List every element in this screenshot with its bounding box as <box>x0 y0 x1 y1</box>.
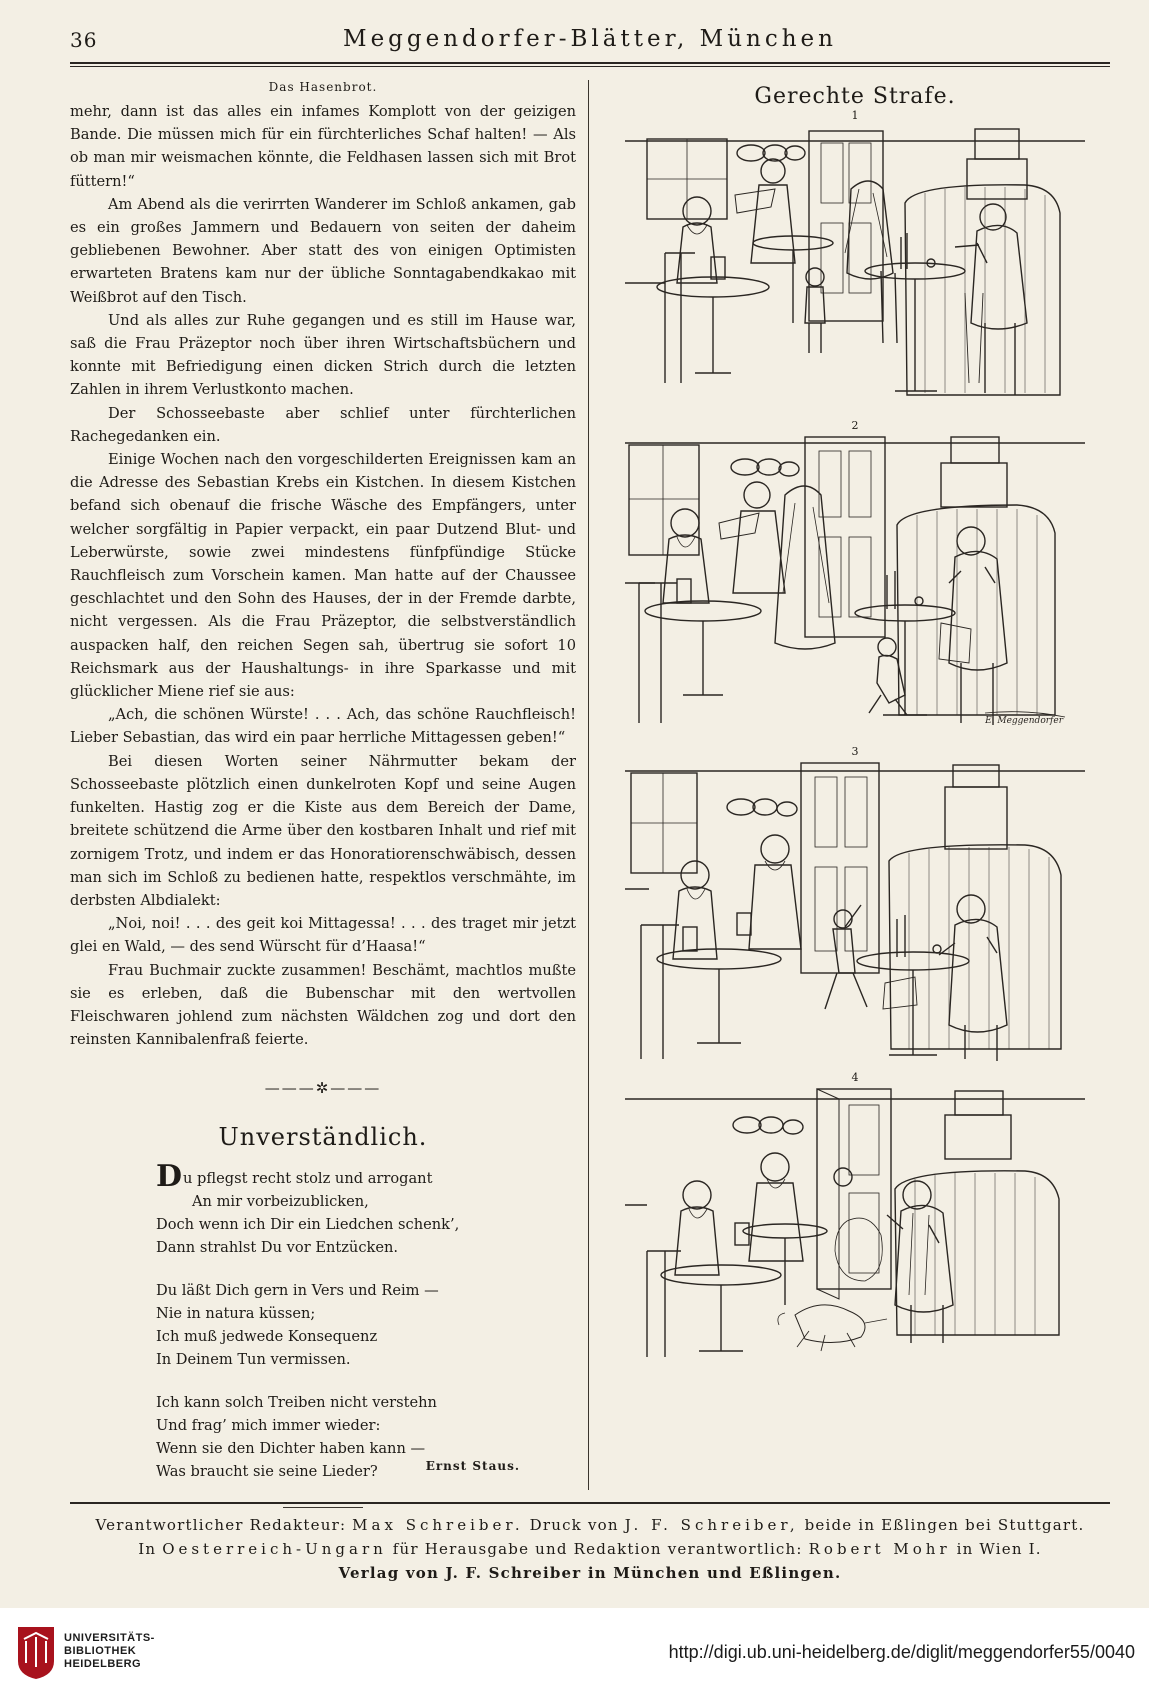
poem-verse: Was braucht sie seine Lieder? <box>156 1463 378 1481</box>
imprint-line-1: Verantwortlicher Redakteur: Max Schreiber. Druck von J. F. Schreiber, beide in Eßlingen bei Stuttgart. <box>95 1516 1085 1534</box>
comic-panel-3 <box>625 759 1085 1071</box>
running-title: Das Hasenbrot. <box>268 80 378 94</box>
university-library-logo-icon <box>16 1625 56 1681</box>
poem-verse: Doch wenn ich Dir ein Liedchen schenk’, <box>156 1216 460 1234</box>
panel-number: 1 <box>851 109 859 122</box>
poem-author: Ernst Staus. <box>425 1459 520 1474</box>
column-divider <box>588 80 589 1490</box>
header-rule <box>70 62 1110 67</box>
footer-rule <box>70 1502 1110 1504</box>
article-paragraph: „Ach, die schönen Würste! . . . Ach, das schöne Rauchfleisch! Lieber Sebastian, das wird ein paar herrliche Mittagessen geben!“ <box>70 706 576 747</box>
left-column <box>70 80 576 1508</box>
article-paragraph: Am Abend als die verirrten Wanderer im Schloß ankamen, gab es ein großes Jammern und Bedauern von seiten der daheim gebliebenen Bewohner. Aber statt des von einigen Optimisten erwarteten Bratens kam nur der übliche Sonntagabendkakao mit Weißbrot auf den Tisch. <box>70 195 576 306</box>
article-paragraph: Und als alles zur Ruhe gegangen und es still im Hause war, saß die Frau Präzeptor noch über ihren Wirtschaftsbüchern und konnte mit Befriedigung einen dicken Strich durch die letzten Zahlen in ihrem Verlustkonto machen. <box>70 311 576 399</box>
article-paragraph: mehr, dann ist das alles ein infames Komplott von der geizigen Bande. Die müssen mich für ein fürchterliches Schaf halten! — Als ob man mir weismachen könnte, die Feldhasen lassen sich mit Brot füttern!“ <box>70 103 576 190</box>
library-name: UNIVERSITÄTS- BIBLIOTHEK HEIDELBERG <box>64 1632 155 1670</box>
artist-signature: E. Meggendorfer <box>985 716 1063 726</box>
article-paragraph: Bei diesen Worten seiner Nährmutter bekam der Schosseebaste plötzlich einen dunkelroten Kopf und seine Augen funkelten. Hastig zog er die Kiste aus dem Bereich der Dame, breitete schützend die Arme über den kostbaren Inhalt und rief mit zornigem Trotz, und indem er das Honoratiorenschwäbisch, dessen man sich im Schloß zu bedienen hatte, respektlos verschmähte, im derbsten Albdialekt: <box>70 752 576 909</box>
poem-verse: Nie in natura küssen; <box>156 1305 316 1323</box>
poem-stanza <box>156 1279 526 1371</box>
article-paragraph: Einige Wochen nach den vorgeschilderten Ereignissen kam an die Adresse des Sebastian Krebs ein Kistchen. In diesem Kistchen befand sich obenauf die frische Wäsche des Empfängers, unter welcher sorgfältig in Papier verpackt, ein paar Dutzend Blut- und Leberwürste, sowie zwei mindestens fünfpfündige Stücke Rauchfleisch zum Vorschein kamen. Man hatte auf der Chaussee geschlachtet und den Sohn des Hauses, der in der Fremde darbte, nicht vergessen. Als die Frau Präzeptor, die selbstverständlich auspacken half, den reichen Segen sah, übertrug sie sofort 10 Reichsmark aus der Haushaltungs- in ihre Sparkasse und mit glücklicher Miene rief sie aus: <box>70 451 576 701</box>
imprint-line-3: Verlag von J. F. Schreiber in München und Eßlingen. <box>338 1564 842 1582</box>
poem-verse: Ich kann solch Treiben nicht verstehn <box>156 1394 437 1412</box>
library-bar <box>0 1608 1149 1698</box>
poem-verse: Dann strahlst Du vor Entzücken. <box>156 1239 399 1257</box>
comic-panel-1 <box>625 123 1085 419</box>
page-header <box>70 22 1110 56</box>
drop-cap: D <box>156 1159 183 1195</box>
poem-verse: Du läßt Dich gern in Vers und Reim — <box>156 1282 439 1300</box>
article-paragraph: „Noi, noi! . . . des geit koi Mittagessa! . . . des traget mir jetzt glei en Wald, — des send Würscht für d’Haasa!“ <box>70 915 576 956</box>
article-body <box>70 100 576 1051</box>
poem-verse: Du pflegst recht stolz und arrogant <box>156 1159 433 1195</box>
poem <box>156 1159 526 1481</box>
poem-verse: Wenn sie den Dichter haben kann — <box>156 1440 426 1458</box>
journal-title: Meggendorfer-Blätter, München <box>343 26 837 52</box>
poem-verse: Und frag’ mich immer wieder: <box>156 1417 381 1435</box>
comic-title: Gerechte Strafe. <box>754 84 956 109</box>
right-column <box>600 80 1110 1363</box>
article-paragraph: Der Schosseebaste aber schlief unter fürchterlichen Rachegedanken ein. <box>70 404 576 445</box>
page-number: 36 <box>70 28 98 52</box>
comic-panel-2 <box>625 433 1085 745</box>
poem-stanza <box>156 1159 526 1259</box>
poem-verse: In Deinem Tun vermissen. <box>156 1351 351 1369</box>
panel-number: 4 <box>851 1071 859 1084</box>
article-paragraph: Frau Buchmair zuckte zusammen! Beschämt, machtlos mußte sie es erleben, daß die Bubenschar mit den wertvollen Fleischwaren johlend zum nächsten Wäldchen zog und dort den reinsten Kannibalenfraß feierte. <box>70 961 576 1049</box>
panel-number: 3 <box>851 745 859 758</box>
poem-verse: An mir vorbeizublicken, <box>192 1193 369 1211</box>
permalink-url[interactable]: http://digi.ub.uni-heidelberg.de/diglit/meggendorfer55/0040 <box>668 1642 1135 1662</box>
end-rule <box>283 1507 363 1508</box>
panel-number: 2 <box>851 419 859 432</box>
imprint-line-2: In Oesterreich-Ungarn für Herausgabe und Redaktion verantwortlich: Robert Mohr in Wien I. <box>138 1540 1042 1558</box>
section-ornament: ———✲——— <box>264 1079 382 1098</box>
poem-verse: Ich muß jedwede Konsequenz <box>156 1328 378 1346</box>
poem-title: Unverständlich. <box>218 1123 428 1152</box>
comic-panel-4 <box>625 1085 1085 1363</box>
